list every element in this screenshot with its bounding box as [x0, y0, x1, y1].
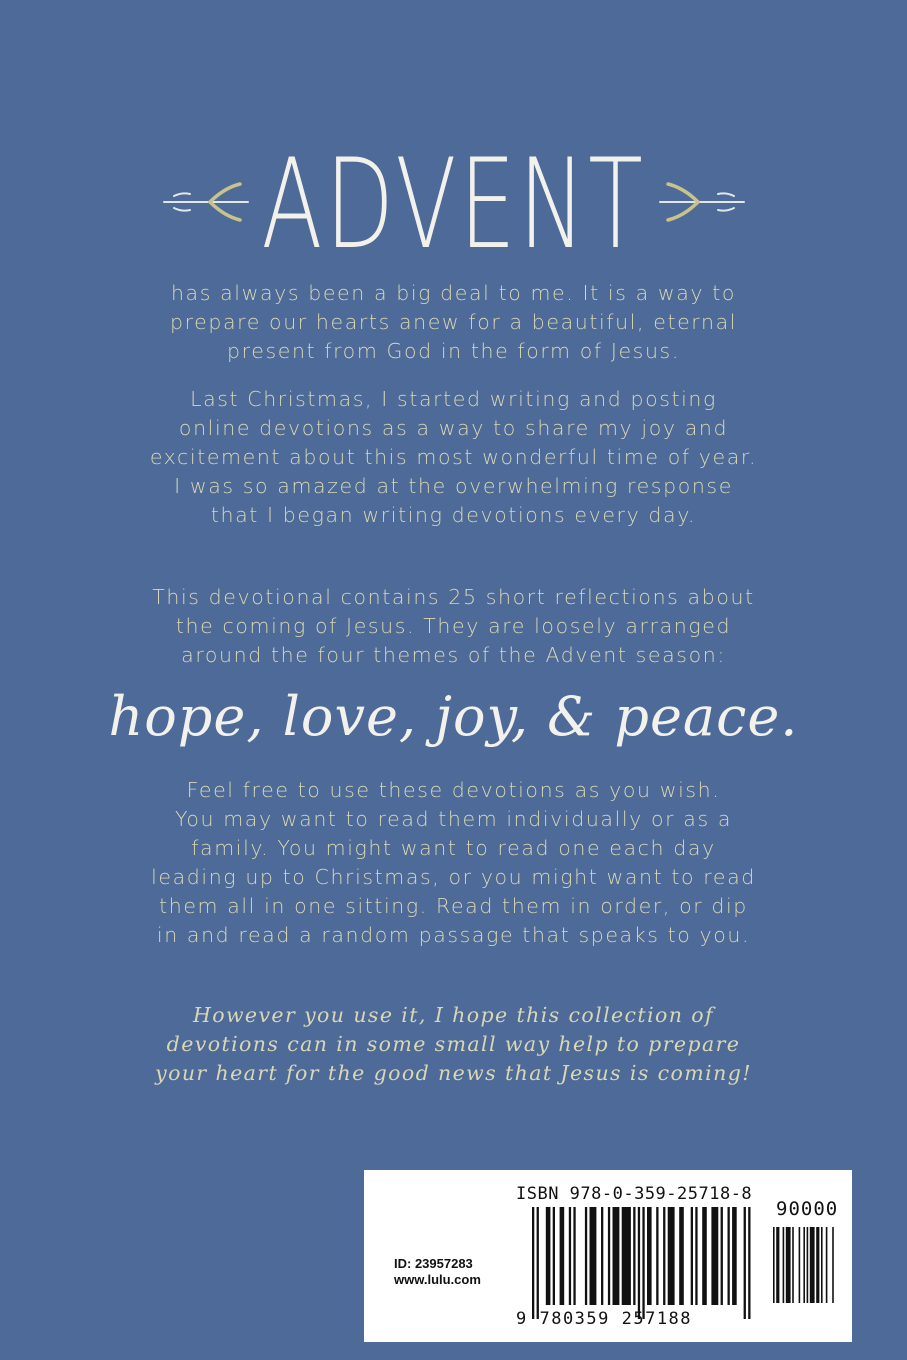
barcode-bar: [573, 1207, 575, 1305]
barcode-bar: [569, 1207, 571, 1305]
barcode-bar: [826, 1227, 828, 1303]
barcode-bar: [638, 1207, 640, 1319]
barcode-bar: [642, 1207, 644, 1319]
publisher-id: ID: 23957283: [394, 1256, 473, 1271]
barcode-bar: [668, 1207, 675, 1305]
barcode-bar: [601, 1207, 603, 1305]
barcode-bar: [728, 1207, 730, 1305]
addon-number: 90000: [776, 1198, 839, 1220]
barcode-bar: [773, 1227, 775, 1303]
text-line: them all in one sitting. Read them in order, or dip: [159, 894, 748, 918]
barcode-bar: [656, 1207, 658, 1305]
barcode-bar: [807, 1227, 809, 1303]
text-line: your heart for the good news that Jesus is coming!: [155, 1061, 752, 1085]
barcode-bar: [702, 1207, 707, 1305]
barcode-bar: [810, 1227, 815, 1303]
barcode-bar: [744, 1207, 746, 1319]
text-line: around the four themes of the Advent season:: [181, 643, 726, 667]
barcode-bar: [663, 1207, 665, 1305]
barcode-bar: [776, 1227, 779, 1303]
title-advent: ADVENT: [261, 133, 646, 277]
usage-paragraph: [0, 776, 907, 950]
publisher-url: www.lulu.com: [394, 1272, 481, 1287]
barcode-bar: [633, 1207, 635, 1305]
barcode-bar: [532, 1207, 534, 1319]
barcode-bar: [786, 1227, 791, 1303]
barcode-bar: [647, 1207, 652, 1305]
barcode-bar: [553, 1207, 555, 1305]
ean-barcode: [532, 1207, 764, 1319]
barcode-bar: [613, 1207, 620, 1305]
text-line: excitement about this most wonderful time of year.: [149, 445, 758, 469]
barcode-bar: [537, 1207, 539, 1319]
title-row: [0, 133, 907, 277]
publisher-info: [394, 1256, 481, 1288]
contents-paragraph: [0, 583, 907, 670]
text-line: that I began writing devotions every day.: [210, 503, 697, 527]
barcode-bar: [679, 1207, 684, 1305]
barcode-bar: [691, 1207, 693, 1305]
text-line: the coming of Jesus. They are loosely arranged: [175, 614, 732, 638]
barcode-bar: [783, 1227, 785, 1303]
text-line: I was so amazed at the overwhelming response: [174, 474, 733, 498]
addon-barcode: [773, 1227, 843, 1317]
barcode-box: [364, 1170, 852, 1342]
text-line: devotions can in some small way help to prepare: [166, 1032, 741, 1056]
barcode-bar: [821, 1227, 823, 1303]
right-sprig-ornament: [648, 182, 748, 222]
barcode-bar: [803, 1227, 805, 1303]
barcode-bar: [608, 1207, 610, 1305]
text-line: present from God in the form of Jesus.: [227, 339, 680, 363]
barcode-bar: [832, 1227, 834, 1303]
text-line: has always been a big deal to me. It is a way to: [170, 281, 737, 305]
text-line: prepare our hearts anew for a beautiful, eternal: [169, 310, 738, 334]
barcode-bar: [622, 1207, 631, 1305]
text-line: Feel free to use these devotions as you wish.: [186, 778, 721, 802]
barcode-bar: [546, 1207, 551, 1305]
ean-digits: 9 780359 257188: [516, 1309, 693, 1329]
barcode-bar: [711, 1207, 718, 1305]
text-line: Last Christmas, I started writing and posting: [190, 387, 717, 411]
barcode-bar: [799, 1227, 801, 1303]
barcode-bar: [695, 1207, 697, 1305]
text-line: This devotional contains 25 short reflections about: [152, 585, 755, 609]
themes-script-heading: hope, love, joy, & peace.: [108, 685, 799, 748]
closing-paragraph: [0, 1001, 907, 1088]
barcode-bar: [816, 1227, 819, 1303]
text-line: online devotions as a way to share my joy and: [178, 416, 729, 440]
barcode-bar: [732, 1207, 737, 1305]
barcode-bar: [590, 1207, 597, 1305]
barcode-bar: [792, 1227, 794, 1303]
text-line: You may want to read them individually or as a: [174, 807, 733, 831]
intro-paragraph: [0, 279, 907, 366]
barcode-bar: [721, 1207, 723, 1305]
isbn-label: ISBN 978-0-359-25718-8: [516, 1184, 753, 1204]
barcode-bar: [748, 1207, 750, 1319]
story-paragraph: [0, 385, 907, 530]
barcode-bar: [585, 1207, 587, 1305]
text-line: family. You might want to read one each day: [191, 836, 716, 860]
text-line: in and read a random passage that speaks to you.: [156, 923, 751, 947]
text-line: leading up to Christmas, or you might want to read: [151, 865, 756, 889]
text-line: However you use it, I hope this collection of: [192, 1003, 715, 1027]
barcode-bar: [560, 1207, 565, 1305]
